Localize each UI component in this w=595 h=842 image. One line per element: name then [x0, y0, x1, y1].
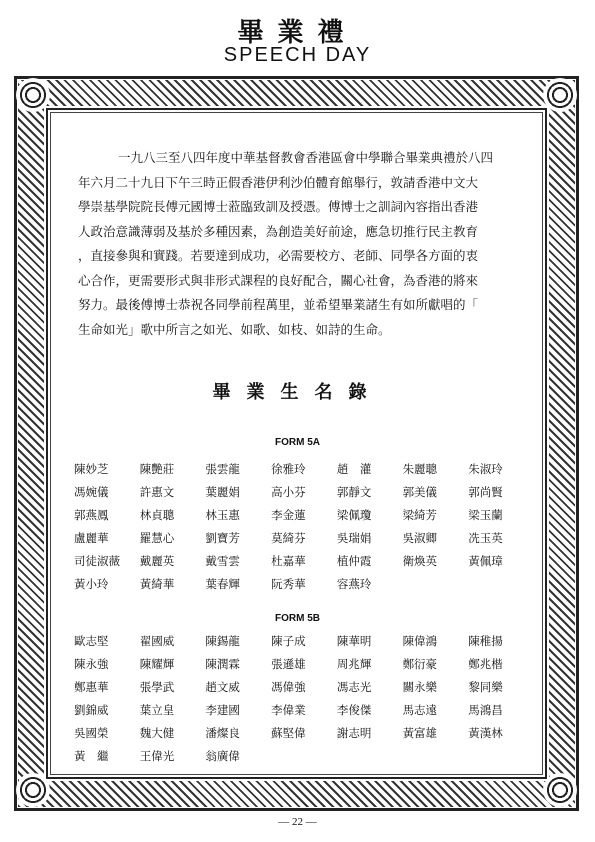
paragraph-line: 人政治意識薄弱及基於多種因素，為創造美好前途，應急切推行民主教育	[78, 223, 479, 239]
graduate-name: 張學武	[139, 680, 175, 694]
graduate-name: 陳稚揚	[468, 634, 503, 648]
paragraph-line: ，直接參與和實踐。若要達到成功，必需要校方、老師、同學各方面的衷	[78, 248, 479, 263]
graduate-name: 杜嘉華	[271, 554, 306, 568]
graduate-name: 吳國榮	[74, 726, 109, 740]
graduate-name: 高小芬	[271, 485, 306, 499]
graduate-name: 莫綺芬	[271, 531, 306, 545]
graduate-name: 歐志堅	[74, 634, 109, 648]
graduate-name: 吳淑卿	[402, 531, 438, 545]
graduate-name: 梁玉蘭	[468, 508, 503, 522]
graduate-name: 趙文威	[205, 680, 240, 694]
graduate-name: 朱淑玲	[468, 462, 503, 476]
graduate-name: 黃漢林	[468, 726, 503, 740]
form-5a-name-list	[74, 458, 534, 596]
graduate-name: 戴麗英	[139, 554, 175, 568]
graduate-name: 郭靜文	[336, 485, 372, 499]
graduate-name: 林貞聰	[139, 508, 175, 522]
graduate-name: 潘燦良	[205, 726, 240, 740]
graduate-name: 陳耀輝	[139, 657, 175, 671]
graduate-name: 葉麗娟	[205, 485, 240, 499]
graduates-heading: 畢業生名錄	[212, 382, 383, 403]
graduate-name: 黃佩璋	[468, 554, 503, 568]
form-5a-label: FORM 5A	[275, 437, 320, 448]
graduate-name	[468, 573, 534, 596]
corner-ornament-top-right	[543, 78, 577, 112]
graduate-name: 郭美儀	[402, 485, 438, 499]
corner-ornament-bottom-right	[543, 773, 577, 807]
page-number: — 22 —	[278, 816, 317, 828]
graduate-name: 陳永強	[74, 657, 109, 671]
graduate-name: 張遜雄	[271, 657, 306, 671]
graduate-name: 盧麗華	[74, 531, 109, 545]
corner-ornament-bottom-left	[16, 773, 50, 807]
graduate-name: 李偉業	[271, 703, 306, 717]
graduate-name: 馮婉儀	[74, 485, 109, 499]
graduate-name: 劉錦威	[74, 703, 109, 717]
graduate-name: 許惠文	[139, 485, 175, 499]
graduate-name: 黃 繼	[74, 749, 109, 763]
graduate-name: 李金蓮	[271, 508, 306, 522]
graduate-name: 黎同樂	[468, 680, 503, 694]
graduate-name: 陳潤霖	[205, 657, 240, 671]
graduate-name: 劉寶芳	[205, 531, 240, 545]
graduate-name: 梁佩瓊	[336, 508, 372, 522]
paragraph-line: 生命如光」歌中所言之如光、如歌、如枝、如詩的生命。	[78, 321, 391, 337]
paragraph-line: 努力。最後傅博士恭祝各同學前程萬里，並希望畢業諸生有如所獻唱的「	[78, 297, 479, 312]
graduate-name	[468, 745, 534, 768]
graduate-name: 陳艷莊	[139, 462, 175, 476]
graduate-name: 羅慧心	[139, 531, 175, 545]
graduate-name: 冼玉英	[468, 531, 503, 545]
graduate-name: 陳華明	[336, 634, 372, 648]
graduate-name: 陳錫龍	[205, 634, 240, 648]
graduate-name: 鄭惠華	[74, 680, 109, 694]
graduate-name: 馮偉強	[271, 680, 306, 694]
graduate-name: 黃綺華	[139, 577, 175, 591]
graduate-name: 陳妙芝	[74, 462, 109, 476]
graduate-name: 翁廣偉	[205, 749, 240, 763]
graduate-name: 蘇堅偉	[271, 726, 306, 740]
graduate-name	[271, 745, 337, 768]
paragraph-line: 年六月二十九日下午三時正假香港伊利沙伯體育館舉行，敦請香港中文大	[78, 174, 479, 190]
graduate-name: 司徒淑薇	[74, 554, 120, 568]
graduate-name: 戴雪雲	[205, 554, 240, 568]
graduate-name: 郭尚賢	[468, 485, 503, 499]
graduate-name: 馮志光	[336, 680, 372, 694]
graduate-name: 鄭衍豪	[402, 657, 438, 671]
speech-paragraph	[78, 146, 518, 342]
page-title: 畢業禮	[237, 18, 358, 48]
graduate-name: 趙 灌	[336, 462, 372, 476]
graduate-name: 吳瑞娟	[336, 531, 372, 545]
graduate-name: 徐雅玲	[271, 462, 306, 476]
graduate-name: 郭燕鳳	[74, 508, 109, 522]
graduate-name: 馬志遠	[402, 703, 438, 717]
graduate-name: 張雲龍	[205, 462, 240, 476]
graduate-name: 魏大健	[139, 726, 175, 740]
form-5b-name-list	[74, 630, 534, 768]
graduate-name: 阮秀華	[271, 577, 306, 591]
corner-ornament-top-left	[16, 78, 50, 112]
graduate-name: 陳偉鴻	[402, 634, 438, 648]
page-subtitle: SPEECH DAY	[223, 44, 372, 66]
graduate-name: 關永樂	[402, 680, 438, 694]
graduate-name: 馬鴻昌	[468, 703, 503, 717]
graduate-name	[403, 745, 469, 768]
graduate-name: 梁綺芳	[402, 508, 438, 522]
graduate-name: 葉春輝	[205, 577, 240, 591]
graduate-name: 林玉惠	[205, 508, 240, 522]
graduate-name: 李建國	[205, 703, 240, 717]
graduate-name	[403, 573, 469, 596]
graduate-name: 容燕玲	[336, 577, 372, 591]
graduate-name: 植仲霞	[336, 554, 372, 568]
graduate-name: 李俊傑	[336, 703, 372, 717]
graduate-name: 陳子成	[271, 634, 306, 648]
graduate-name: 朱麗聰	[402, 462, 438, 476]
paragraph-line: 學崇基學院院長傅元國博士蒞臨致訓及授憑。傅博士之訓詞內容指出香港	[78, 199, 479, 214]
paragraph-line: 心合作，更需要形式與非形式課程的良好配合，關心社會，為香港的將來	[78, 272, 479, 288]
paragraph-line: 一九八三至八四年度中華基督教會香港區會中學聯合畢業典禮於八四	[118, 150, 494, 165]
graduate-name: 葉立皇	[139, 703, 175, 717]
graduate-name: 黃小玲	[74, 577, 109, 591]
graduate-name: 謝志明	[336, 726, 372, 740]
graduate-name: 王偉光	[139, 749, 175, 763]
graduate-name: 鄭兆楷	[468, 657, 503, 671]
graduate-name	[337, 745, 403, 768]
graduate-name: 衛煥英	[402, 554, 438, 568]
form-5b-label: FORM 5B	[275, 613, 320, 624]
graduate-name: 周兆輝	[336, 657, 372, 671]
graduate-name: 黃富雄	[402, 726, 438, 740]
graduate-name: 翟國威	[139, 634, 175, 648]
